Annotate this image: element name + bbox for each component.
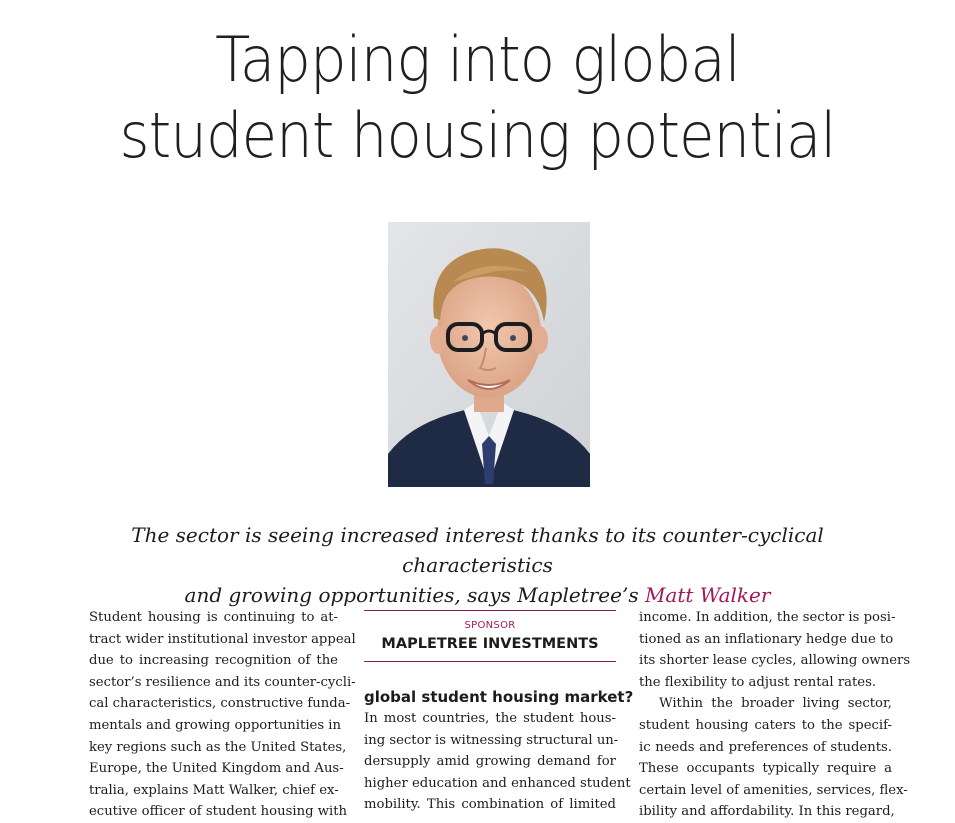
body-line: dersupply amid growing demand for [364,754,616,770]
body-line: tioned as an inflationary hedge due to [639,631,894,647]
sponsor-box [364,610,616,662]
body-line: These occupants typically require a [639,761,892,777]
body-line: its shorter lease cycles, allowing owners [639,653,911,669]
body-line: Student housing is continuing to at- [89,610,338,625]
body-line: ecutive officer of student housing with [89,804,347,820]
body-line: ing sector is witnessing structural un- [364,732,619,748]
body-line: income. In addition, the sector is posi- [639,610,896,625]
body-line: student housing caters to the specif- [639,717,892,733]
standfirst [60,520,895,610]
body-column-2 [364,708,631,816]
sponsor-name: MAPLETREE INVESTMENTS [381,636,599,652]
headline-line-2: student housing potential [119,99,836,172]
body-line: due to increasing recognition of the [89,653,338,669]
body-line: Within the broader living sector, [659,696,892,712]
portrait-photo [388,222,590,487]
body-column-3 [639,607,911,823]
standfirst-line-2: and growing opportunities, says Mapletree’s [184,583,639,607]
sponsor-label: SPONSOR [464,620,516,631]
body-line: ibility and affordability. In this regard, [639,804,895,820]
standfirst-line-1: The sector is seeing increased interest thanks to its counter-cyclical characteristics [131,523,824,577]
body-line: sector’s resilience and its counter-cycli- [89,674,356,690]
body-line: tract wider institutional investor appeal [89,631,356,647]
body-line: the flexibility to adjust rental rates. [639,674,877,690]
body-line: certain level of amenities, services, flex- [639,782,908,798]
body-line: mobility. This combination of limited [364,797,616,813]
body-line: Europe, the United Kingdom and Aus- [89,761,344,777]
body-line: mentals and growing opportunities in [89,717,342,733]
headline-line-1: Tapping into global [215,23,740,96]
body-line: key regions such as the United States, [89,739,347,755]
body-line: cal characteristics, constructive funda- [89,696,351,712]
question-heading: global student housing market? [364,688,634,706]
headline [33,22,921,174]
body-line: higher education and enhanced student [364,775,631,791]
body-line: ic needs and preferences of students. [639,739,892,755]
author-byline: Matt Walker [644,583,771,607]
body-column-1 [89,607,356,823]
portrait-illustration [388,222,590,487]
body-line: tralia, explains Matt Walker, chief ex- [89,782,339,798]
body-line: In most countries, the student hous- [364,711,616,726]
